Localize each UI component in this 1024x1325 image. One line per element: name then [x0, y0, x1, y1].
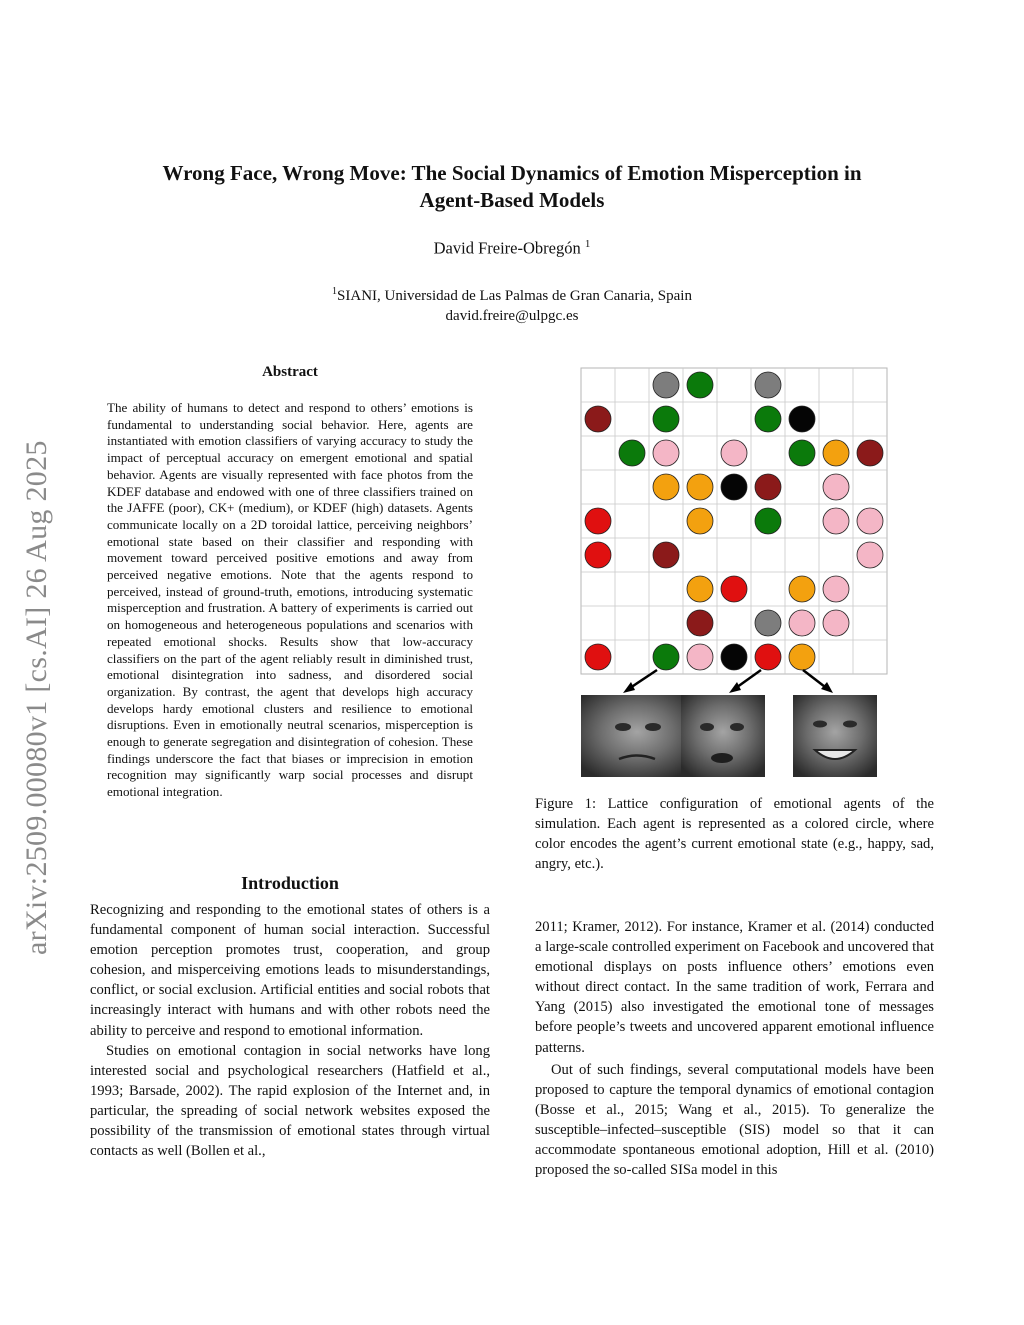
- agent-circle-orange: [789, 576, 815, 602]
- agent-circle-orange: [687, 576, 713, 602]
- angry-face-photo: [581, 695, 693, 777]
- figure-1: [575, 362, 895, 782]
- figure-1-caption: Figure 1: Lattice configuration of emotional agents of the simulation. Each agent is represented as a colored circle, where color encodes the agent’s current emotional state (e.g., happy, sad, angry, etc.).: [535, 796, 934, 873]
- face-photos: [581, 695, 877, 777]
- paper-title: [90, 160, 934, 214]
- left-column-text: [90, 900, 490, 1161]
- agent-circle-pink: [857, 508, 883, 534]
- lattice-grid: [581, 368, 887, 674]
- agent-circle-pink: [653, 440, 679, 466]
- agent-circle-pink: [823, 576, 849, 602]
- agent-circle-orange: [653, 474, 679, 500]
- affiliation-block: [0, 282, 1024, 326]
- author-superscript: 1: [584, 238, 591, 250]
- agent-circle-pink: [823, 474, 849, 500]
- title-line-1: Wrong Face, Wrong Move: The Social Dynamics of Emotion Misperception in: [162, 161, 862, 185]
- agent-circle-green: [755, 508, 781, 534]
- author-email[interactable]: david.freire@ulpgc.es: [445, 308, 579, 324]
- agent-circle-red: [585, 644, 611, 670]
- agent-circle-red: [585, 542, 611, 568]
- agent-circle-red: [755, 644, 781, 670]
- author-name: David Freire-Obregón: [433, 238, 581, 258]
- right-column-text: [535, 917, 934, 1180]
- arrow-head-2: [729, 682, 741, 693]
- abstract-body: The ability of humans to detect and respond to others’ emotions is fundamental to understanding social behavior. Here, agents are instantiated with emotion classifiers of varying accuracy to study the impact of perceptual accuracy on emergent emotional and spatial behavior. Agents are visually represented with face photos from the KDEF database and endowed with one of three classifiers trained on the JAFFE (poor), CK+ (medium), or KDEF (high) datasets. Agents communicate locally on a 2D toroidal lattice, perceiving neighbors’ emotional state based on their classifier and responding with movement toward perceived positive emotions and away from perceived negative emotions. Note that the agents respond to perceived, instead of ground-truth, emotions, introducing systematic misperception and frustration. A battery of experiments is carried out on homogeneous and heterogeneous populations and scenarios with repeated emotional shocks. Results show that low-accuracy classifiers on the part of the agent reliably result in diminished trust, emotional disintegration into sadness, and disordered social organization. By contrast, the agent that develops high accuracy develops hardy emotional clusters and resilience to emotional disruptions. Even in emotionally neutral scenarios, misperception is enough to generate segregation and disintegration of cohesion. These findings underscore the fact that biases or imprecision in emotion recognition may significantly warp social processes and disrupt emotional integration.: [107, 400, 473, 800]
- intro-paragraph-1: Recognizing and responding to the emotional states of others is a fundamental component of human social interaction. Successful emotion perception promotes trust, cooperation, and group cohesion, and misperceiving emotions leads to misunderstandings, conflict, or social exclusion. Artificial entities and social robots that increasingly interact with humans and with other robots need the ability to perceive and respond to emotional information.: [90, 902, 490, 1039]
- agent-circle-orange: [687, 474, 713, 500]
- affiliation: SIANI, Universidad de Las Palmas de Gran Canaria, Spain: [337, 288, 692, 304]
- agent-circle-black: [789, 406, 815, 432]
- agent-circle-darkred: [857, 440, 883, 466]
- agent-circle-orange: [687, 508, 713, 534]
- agent-circle-pink: [823, 508, 849, 534]
- agent-circle-black: [721, 474, 747, 500]
- agent-circle-orange: [789, 644, 815, 670]
- agent-circle-pink: [721, 440, 747, 466]
- right-paragraph-1: 2011; Kramer, 2012). For instance, Kramer et al. (2014) conducted a large-scale controlled experiment on Facebook and uncovered that emotional displays on posts influence others’ emotions even without direct contact. In the same tradition of work, Ferrara and Yang (2015) also investigated the emotional tone of messages before people’s tweets and uncovered apparent emotional influence patterns.: [535, 919, 934, 1056]
- agent-circle-pink: [789, 610, 815, 636]
- happy-face-photo: [793, 695, 877, 777]
- agent-circle-pink: [687, 644, 713, 670]
- agent-circle-green: [789, 440, 815, 466]
- intro-paragraph-2: Studies on emotional contagion in social networks have long interested social and psychological researchers (Hatfield et al., 1993; Barsade, 2002). The rapid explosion of the Internet and, in particular, the spreading of social network websites exposed the possibility of the transmission of emotional states through virtual contacts as well (Bollen et al.,: [90, 1042, 490, 1160]
- agent-circle-green: [687, 372, 713, 398]
- agent-circle-gray: [755, 372, 781, 398]
- affiliation-superscript: 1: [332, 286, 338, 297]
- agent-circle-green: [653, 644, 679, 670]
- arrow-head-1: [623, 682, 635, 693]
- agent-circle-pink: [823, 610, 849, 636]
- abstract-heading: Abstract: [262, 364, 318, 380]
- agent-circle-pink: [857, 542, 883, 568]
- agent-circle-darkred: [653, 542, 679, 568]
- introduction-heading: Introduction: [241, 873, 339, 893]
- agent-circle-green: [619, 440, 645, 466]
- author-line: [0, 238, 1024, 259]
- agent-circle-green: [653, 406, 679, 432]
- sad-face-photo: [681, 695, 765, 777]
- agent-circle-green: [755, 406, 781, 432]
- agent-circle-red: [721, 576, 747, 602]
- agent-circle-gray: [653, 372, 679, 398]
- right-paragraph-2: Out of such findings, several computational models have been proposed to capture the temporal dynamics of emotional contagion (Bosse et al., 2015; Wang et al., 2015). To generalize the susceptible–infected–susceptible (SIS) model so that it can accommodate spontaneous emotional adoption, Hill et al. (2010) proposed the so-called SISa model in this: [535, 1061, 934, 1179]
- agent-circle-gray: [755, 610, 781, 636]
- agent-circle-black: [721, 644, 747, 670]
- agent-circle-darkred: [755, 474, 781, 500]
- arrow-head-3: [821, 682, 833, 693]
- agent-circle-orange: [823, 440, 849, 466]
- agent-circle-red: [585, 508, 611, 534]
- agent-circle-darkred: [687, 610, 713, 636]
- title-line-2: Agent-Based Models: [419, 188, 605, 212]
- agent-circle-darkred: [585, 406, 611, 432]
